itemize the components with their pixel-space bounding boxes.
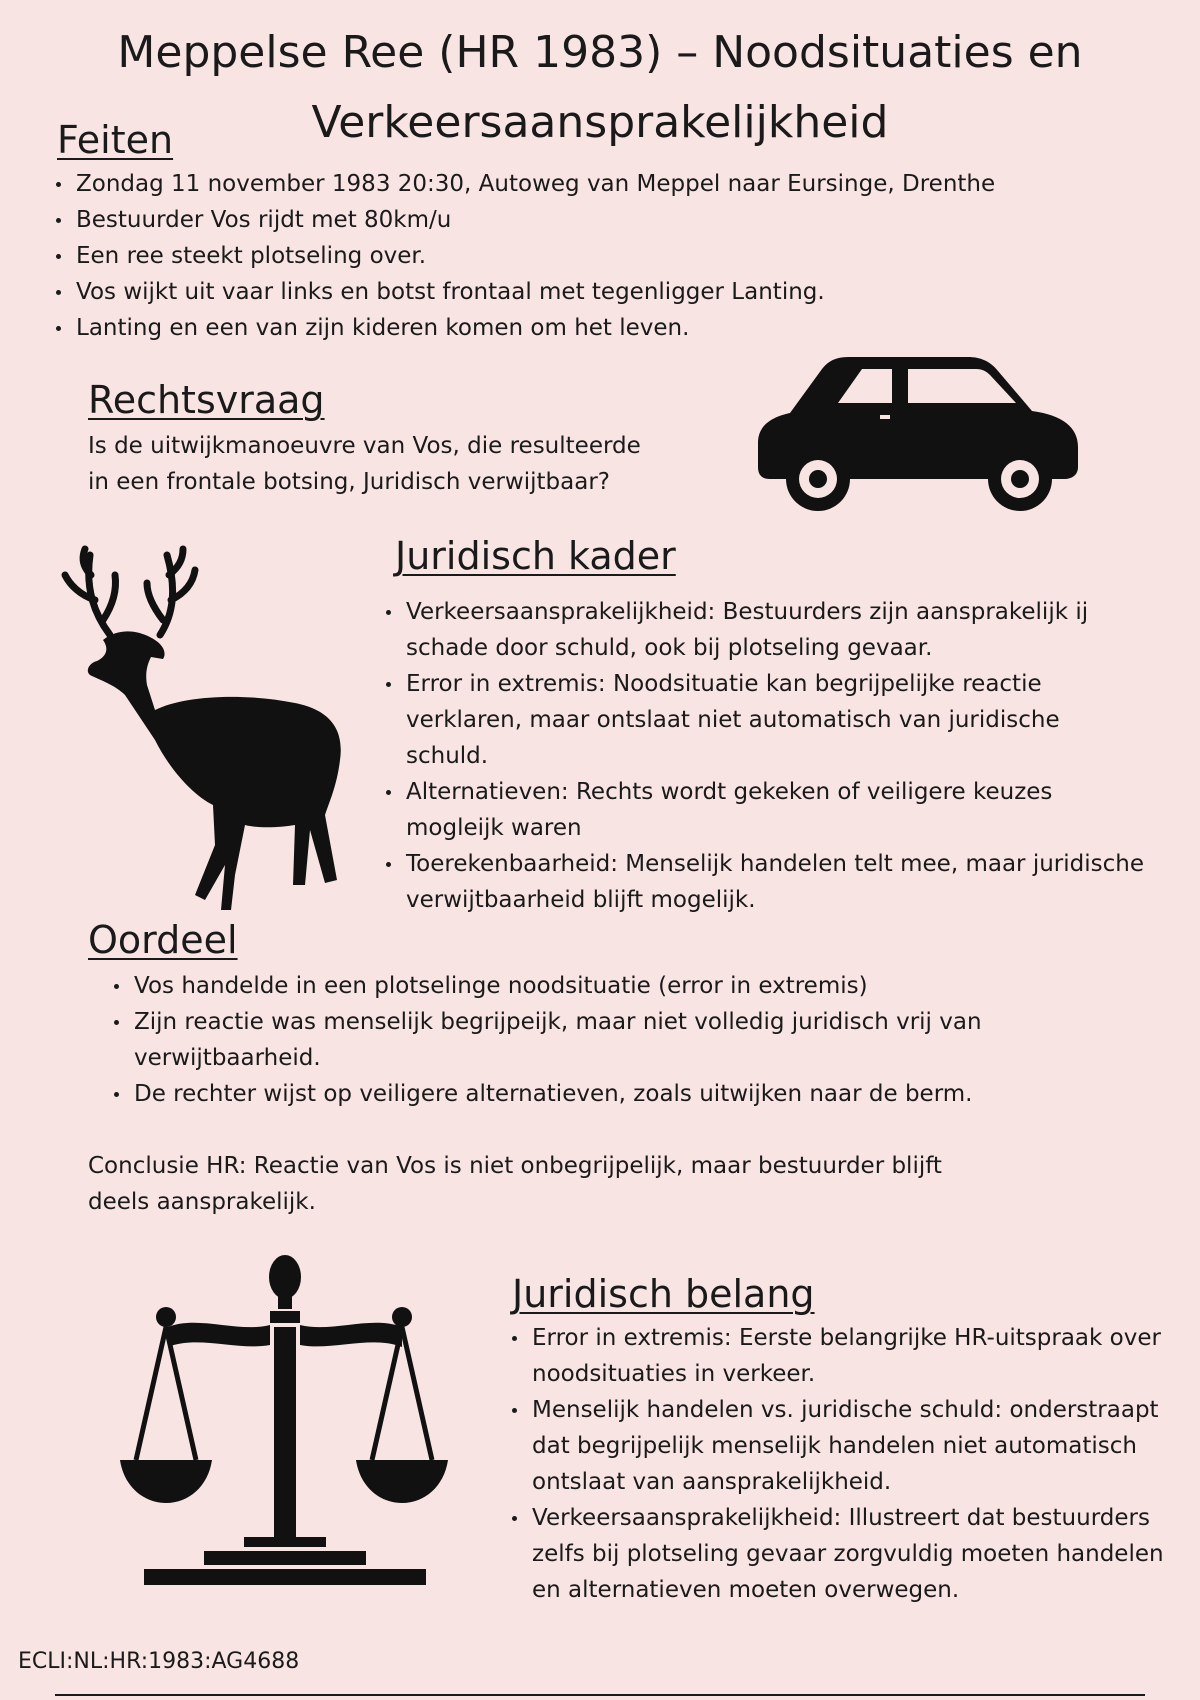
rechtsvraag-text: Is de uitwijkmanoeuvre van Vos, die resulteerde in een frontale botsing, Juridisch verwijtbaar?: [88, 433, 641, 495]
ecli-reference: ECLI:NL:HR:1983:AG4688: [18, 1649, 300, 1674]
list-item: Vos handelde in een plotselinge noodsituatie (error in extremis): [134, 968, 994, 1004]
belang-heading: Juridisch belang: [512, 1272, 815, 1316]
list-item: Bestuurder Vos rijdt met 80km/u: [76, 202, 1156, 238]
rechtsvraag-heading: Rechtsvraag: [88, 378, 325, 422]
list-item: Lanting en een van zijn kideren komen om het leven.: [76, 310, 1156, 346]
list-item: Vos wijkt uit vaar links en botst frontaal met tegenligger Lanting.: [76, 274, 1156, 310]
page-title: Meppelse Ree (HR 1983) – Noodsituaties en Verkeersaansprakelijkheid: [117, 27, 1083, 148]
kader-list: [382, 594, 1146, 918]
list-item: Toerekenbaarheid: Menselijk handelen telt mee, maar juridische verwijtbaarheid blijft mogelijk.: [406, 846, 1146, 918]
list-item: Error in extremis: Eerste belangrijke HR-uitspraak over noodsituaties in verkeer.: [532, 1320, 1172, 1392]
list-item: Verkeersaansprakelijkheid: Bestuurders zijn aansprakelijk ij schade door schuld, ook bij plotseling gevaar.: [406, 594, 1146, 666]
feiten-heading: Feiten: [57, 118, 174, 162]
list-item: Verkeersaansprakelijkheid: Illustreert dat bestuurders zelfs bij plotseling gevaar zorgvuldig moeten handelen en alternatieven moeten overwegen.: [532, 1500, 1172, 1608]
scales-of-justice-icon: [118, 1255, 458, 1590]
list-item: Zondag 11 november 1983 20:30, Autoweg van Meppel naar Eursinge, Drenthe: [76, 166, 1156, 202]
list-item: De rechter wijst op veiligere alternatieven, zoals uitwijken naar de berm.: [134, 1076, 994, 1112]
oordeel-heading: Oordeel: [88, 918, 238, 962]
kader-heading: Juridisch kader: [395, 534, 676, 578]
belang-list: [508, 1320, 1172, 1608]
feiten-list: [52, 166, 1156, 346]
list-item: Een ree steekt plotseling over.: [76, 238, 1156, 274]
list-item: Error in extremis: Noodsituatie kan begrijpelijke reactie verklaren, maar ontslaat niet automatisch van juridische schuld.: [406, 666, 1146, 774]
list-item: Menselijk handelen vs. juridische schuld: onderstraapt dat begrijpelijk menselijk handelen niet automatisch ontslaat van aansprakelijkheid.: [532, 1392, 1172, 1500]
car-icon: [750, 355, 1085, 515]
bottom-divider: [55, 1694, 1145, 1696]
list-item: Alternatieven: Rechts wordt gekeken of veiligere keuzes mogleijk waren: [406, 774, 1146, 846]
deer-icon: [55, 545, 370, 925]
oordeel-list: [110, 968, 994, 1112]
oordeel-conclusie: Conclusie HR: Reactie van Vos is niet onbegrijpelijk, maar bestuurder blijft deels aansprakelijk.: [88, 1153, 942, 1215]
list-item: Zijn reactie was menselijk begrijpeijk, maar niet volledig juridisch vrij van verwijtbaarheid.: [134, 1004, 994, 1076]
